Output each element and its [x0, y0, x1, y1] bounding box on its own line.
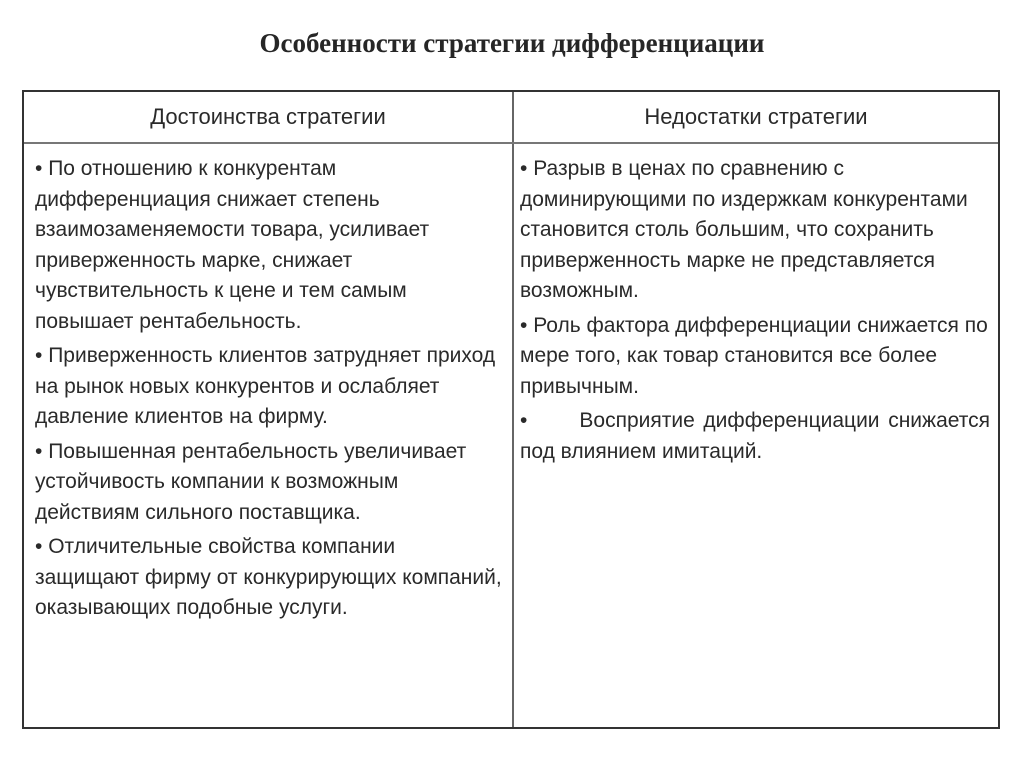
disadvantage-text: Разрыв в ценах по сравнению с доминирующими по издержкам конкурентами становится столь большим, что сохранить приверженность марке не представляется возможным. — [520, 157, 968, 302]
advantage-text: Приверженность клиентов затрудняет приход на рынок новых конкурентов и ослабляет давление клиентов на фирму. — [35, 344, 496, 428]
header-divider — [24, 142, 998, 144]
bullet-symbol: • — [35, 157, 43, 180]
advantage-text: Отличительные свойства компании защищают фирму от конкурирующих компаний, оказывающих подобные услуги. — [35, 535, 502, 619]
disadvantages-column — [520, 154, 990, 471]
bullet-symbol: • — [35, 535, 43, 558]
advantage-item — [35, 437, 505, 529]
disadvantage-item — [520, 311, 990, 403]
advantage-text: Повышенная рентабельность увеличивает устойчивость компании к возможным действиям сильного поставщика. — [35, 439, 467, 524]
bullet-symbol: • — [520, 313, 528, 337]
page-title: Особенности стратегии дифференциации — [259, 28, 765, 58]
disadvantage-text: Восприятие дифференциации снижается под влиянием имитаций. — [520, 409, 990, 463]
disadvantage-item — [520, 406, 990, 467]
comparison-table — [22, 90, 1000, 729]
bullet-symbol: • — [520, 409, 528, 432]
advantage-item — [35, 532, 505, 624]
advantages-column — [35, 154, 505, 628]
disadvantage-text: Роль фактора дифференциации снижается по мере того, как товар становится все более привычным. — [520, 313, 988, 398]
advantage-item — [35, 154, 505, 337]
advantage-text: По отношению к конкурентам дифференциация снижает степень взаимозаменяемости товара, усиливает приверженность марке, снижает чувствительность к цене и тем самым повышает рентабельность. — [35, 157, 430, 333]
column-divider — [512, 92, 514, 727]
header-advantages: Достоинства стратегии — [150, 104, 386, 129]
bullet-symbol: • — [35, 439, 43, 463]
bullet-symbol: • — [35, 344, 43, 367]
bullet-symbol: • — [520, 157, 528, 180]
disadvantage-item — [520, 154, 990, 307]
header-disadvantages: Недостатки стратегии — [644, 104, 868, 129]
advantage-item — [35, 341, 505, 433]
